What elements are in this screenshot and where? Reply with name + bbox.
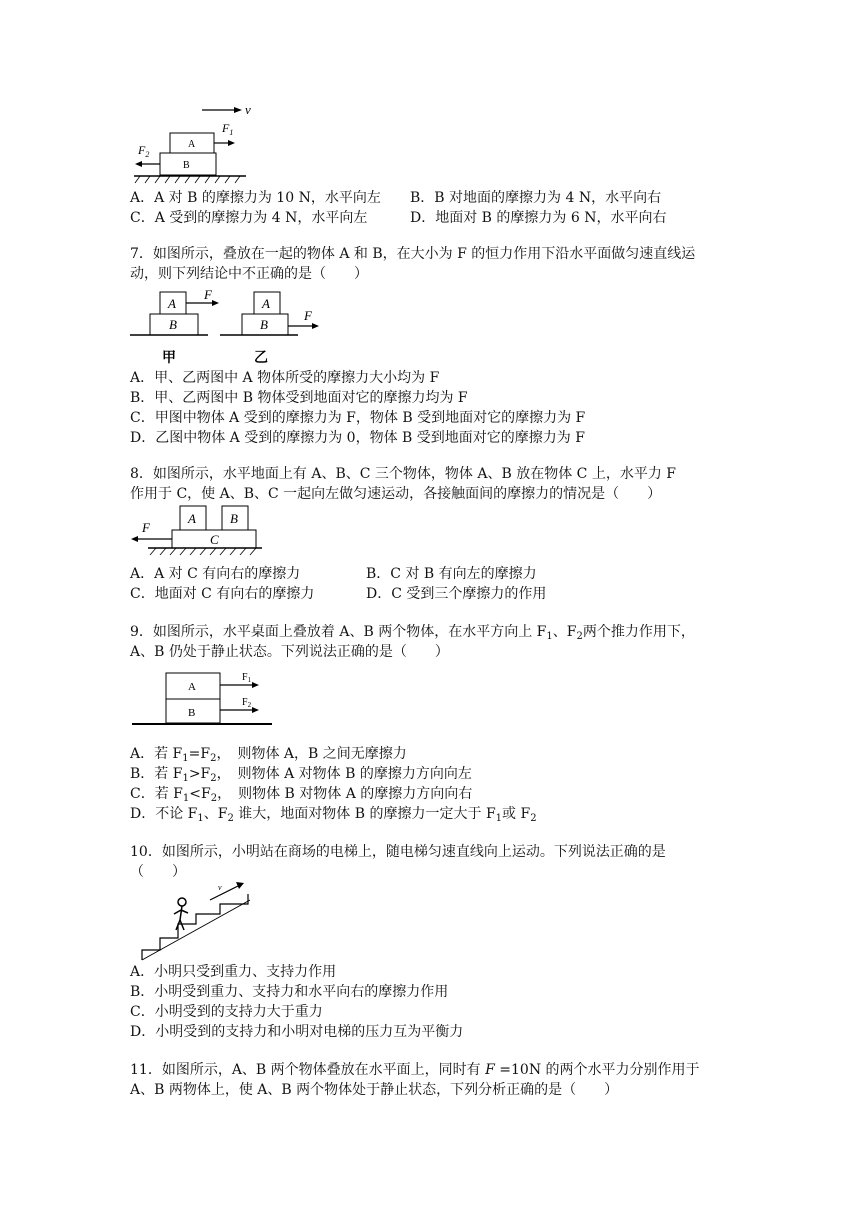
q8-stem-line-2: 作用于 C，使 A、B、C 一起向左做匀速运动，各接触面间的摩擦力的情况是（ ） [130,486,662,502]
q10-stem-line-2: （ ） [130,864,186,880]
q6-option-a: A．A 对 B 的摩擦力为 10 N，水平向左 [130,190,381,206]
q9-option-d: D．不论 $F_1$、$F_2$ 谁大，地面对物体 B 的摩擦力一定大于 $F_1$或 $F_2$ [130,806,537,824]
q6-option-c: C．A 受到的摩擦力为 4 N，水平向左 [130,210,368,226]
q8-option-a: A．A 对 C 有向右的摩擦力 [130,566,301,582]
jia-block-a-label: A [168,296,176,311]
q7-option-c: C．甲图中物体 A 受到的摩擦力为 F，物体 B 受到地面对它的摩擦力为 F [130,410,586,426]
force-f-label: F [142,520,150,535]
q8-option-d: D．C 受到三个摩擦力的作用 [366,586,547,602]
q9-option-a: A．若 $F_1=F_2$， 则物体 A，B 之间无摩擦力 [130,746,407,764]
q7-option-b: B．甲、乙两图中 B 物体受到地面对它的摩擦力均为 F [130,390,468,406]
block-a-label: A [188,511,196,526]
block-b-label: B [188,707,196,719]
q7-figure [128,290,328,366]
q7-stem-line-2: 动，则下列结论中不正确的是（ ） [130,266,368,282]
q7-option-d: D．乙图中物体 A 受到的摩擦力为 0，物体 B 受到地面对它的摩擦力为 F [130,430,585,446]
q11-stem-line-2: A、B 两物体上，使 A、B 两个物体处于静止状态，下列分析正确的是（ ） [130,1082,619,1098]
q10-option-d: D．小明受到的支持力和小明对电梯的压力互为平衡力 [130,1024,464,1040]
q9-figure [130,668,280,734]
yi-block-b-label: B [260,317,268,332]
jia-block-b-label: B [169,317,177,332]
block-a-label: A [188,681,196,693]
label-yi: 乙 [254,351,268,366]
force-f1-label: $F_1$ [222,121,234,137]
person-icon [174,898,188,930]
block-a-label: A [188,139,196,150]
q10-figure [138,880,254,962]
q9-stem-line-2: A、B 仍处于静止状态。下列说法正确的是（ ） [130,644,449,660]
label-jia: 甲 [162,351,176,366]
block-b-label: B [183,160,190,171]
q6-option-d: D．地面对 B 的摩擦力为 6 N，水平向右 [410,210,667,226]
force-f2-label: $F_2$ [242,697,252,709]
block-b-label: B [230,511,238,526]
q6-figure [130,100,260,186]
yi-force-label: F [304,308,312,323]
q9-option-b: B．若 $F_1>F_2$， 则物体 A 对物体 B 的摩擦力方向向左 [130,766,472,784]
block-c-label: C [210,532,219,547]
q9-option-c: C．若 $F_1<F_2$， 则物体 B 对物体 A 的摩擦力方向向右 [130,786,473,804]
q7-option-a: A．甲、乙两图中 A 物体所受的摩擦力大小均为 F [130,370,440,386]
q10-option-b: B．小明受到重力、支持力和水平向右的摩擦力作用 [130,984,449,1000]
q8-stem-line-1: 8．如图所示，水平地面上有 A、B、C 三个物体，物体 A、B 放在物体 C 上，水平力 F [130,466,676,482]
q6-option-b: B．B 对地面的摩擦力为 4 N，水平向右 [410,190,662,206]
velocity-label: v [218,883,222,892]
yi-block-a-label: A [262,296,270,311]
q11-stem-line-1: 11．如图所示，A、B 两个物体叠放在水平面上，同时有 F =10N 的两个水平力分别作用于 [130,1062,700,1078]
q8-option-c: C．地面对 C 有向右的摩擦力 [130,586,315,602]
q8-option-b: B．C 对 B 有向左的摩擦力 [366,566,537,582]
force-f2-label: $F_2$ [138,143,150,159]
q10-option-a: A．小明只受到重力、支持力作用 [130,964,337,980]
force-f1-label: $F_1$ [242,672,252,684]
q10-stem-line-1: 10．如图所示，小明站在商场的电梯上，随电梯匀速直线向上运动。下列说法正确的是 [130,844,666,860]
velocity-label: v [245,102,251,117]
q8-figure [128,504,268,560]
jia-force-label: F [204,290,212,302]
q9-stem-line-1: 9．如图所示，水平桌面上叠放着 A、B 两个物体，在水平方向上 $F_1$、$F_2$两个推力作用下， [130,624,695,642]
q7-stem-line-1: 7．如图所示，叠放在一起的物体 A 和 B，在大小为 F 的恒力作用下沿水平面做匀速直线运 [130,246,696,262]
q10-option-c: C．小明受到的支持力大于重力 [130,1004,323,1020]
